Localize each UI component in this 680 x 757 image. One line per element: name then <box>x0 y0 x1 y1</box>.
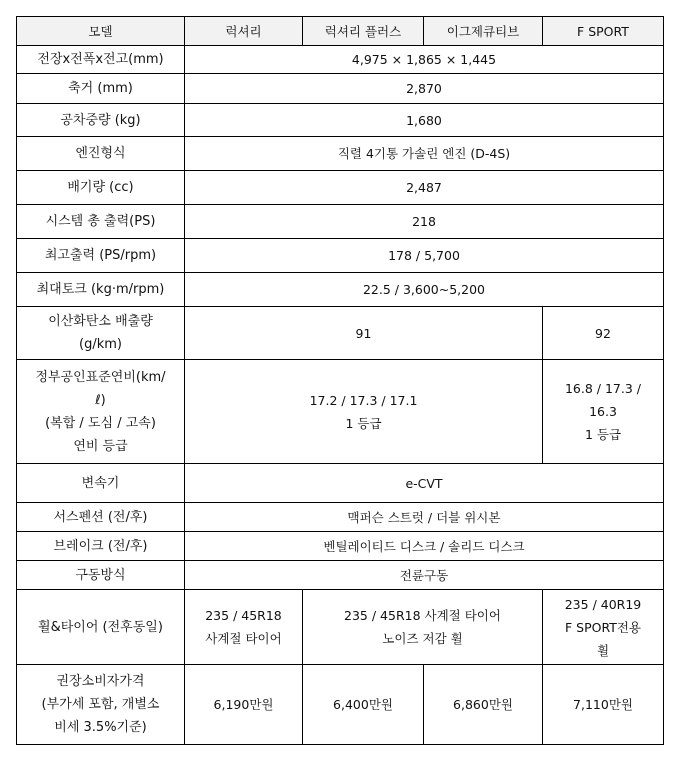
price-fsport: 7,110만원 <box>543 665 664 745</box>
label-co2-line2: (g/km) <box>79 337 122 352</box>
label-price-line2: (부가세 포함, 개별소 <box>41 697 160 712</box>
fuel-economy-fsport-line1: 16.8 / 17.3 / <box>564 381 641 396</box>
label-price-line3: 비세 3.5%기준) <box>54 720 147 735</box>
value-max-torque: 22.5 / 3,600~5,200 <box>185 273 664 307</box>
label-engine-type: 엔진형식 <box>17 137 185 171</box>
row-max-torque <box>17 273 664 307</box>
value-displacement: 2,487 <box>185 171 664 205</box>
row-brakes <box>17 532 664 561</box>
label-dimensions: 전장x전폭x전고(mm) <box>17 46 185 74</box>
price-luxury-plus: 6,400만원 <box>303 665 424 745</box>
wheels-luxury-tire: 사계절 타이어 <box>205 631 282 646</box>
value-system-output: 218 <box>185 205 664 239</box>
header-grade-luxury: 럭셔리 <box>185 17 303 46</box>
row-system-output <box>17 205 664 239</box>
label-co2-line1: 이산화탄소 배출량 <box>48 314 153 329</box>
label-max-power: 최고출력 (PS/rpm) <box>17 239 185 273</box>
fuel-economy-fsport-grade: 1 등급 <box>584 427 622 442</box>
header-row <box>17 17 664 46</box>
header-grade-fsport: F SPORT <box>543 17 664 46</box>
label-fuel-economy-line4: 연비 등급 <box>73 438 128 454</box>
wheels-fsport-line2: F SPORT전용 <box>564 619 642 635</box>
wheels-plus-executive-wheel: 노이즈 저감 휠 <box>382 631 463 646</box>
wheels-plus-executive-size: 235 / 45R18 사계절 타이어 <box>344 608 501 623</box>
value-brakes: 벤틸레이티드 디스크 / 솔리드 디스크 <box>185 532 664 561</box>
label-transmission: 변속기 <box>17 464 185 503</box>
wheels-luxury-size: 235 / 45R18 <box>205 608 282 623</box>
value-wheels-luxury <box>185 590 303 665</box>
row-wheelbase <box>17 74 664 104</box>
fuel-economy-main-grade: 1 등급 <box>345 415 382 431</box>
wheels-fsport-line3: 휠 <box>596 642 610 658</box>
price-executive: 6,860만원 <box>424 665 543 745</box>
label-brakes: 브레이크 (전/후) <box>17 532 185 561</box>
price-luxury: 6,190만원 <box>185 665 303 745</box>
row-transmission <box>17 464 664 503</box>
header-model: 모델 <box>17 17 185 46</box>
label-price <box>17 665 185 745</box>
row-curb-weight <box>17 104 664 137</box>
fuel-economy-fsport-line2: 16.3 <box>589 404 617 419</box>
value-fuel-economy-main <box>185 360 543 464</box>
label-co2 <box>17 307 185 360</box>
value-max-power: 178 / 5,700 <box>185 239 664 273</box>
spec-table <box>16 16 664 745</box>
value-drive: 전륜구동 <box>185 561 664 590</box>
row-suspension <box>17 503 664 532</box>
row-engine-type <box>17 137 664 171</box>
label-suspension: 서스펜션 (전/후) <box>17 503 185 532</box>
row-wheels <box>17 590 664 665</box>
row-price <box>17 665 664 745</box>
label-fuel-economy-line1: 정부공인표준연비(km/ <box>35 369 166 385</box>
label-fuel-economy <box>17 360 185 464</box>
value-engine-type: 직렬 4기통 가솔린 엔진 (D-4S) <box>185 137 664 171</box>
value-fuel-economy-fsport <box>543 360 664 464</box>
value-wheels-fsport <box>543 590 664 665</box>
value-suspension: 맥퍼슨 스트럿 / 더블 위시본 <box>185 503 664 532</box>
label-displacement: 배기량 (cc) <box>17 171 185 205</box>
row-dimensions <box>17 46 664 74</box>
value-wheels-plus-executive <box>303 590 543 665</box>
row-fuel-economy <box>17 360 664 464</box>
value-curb-weight: 1,680 <box>185 104 664 137</box>
row-co2 <box>17 307 664 360</box>
label-fuel-economy-line3: (복합 / 도심 / 고속) <box>45 415 156 431</box>
label-wheels: 휠&타이어 (전후동일) <box>17 590 185 665</box>
value-wheelbase: 2,870 <box>185 74 664 104</box>
value-dimensions: 4,975 × 1,865 × 1,445 <box>185 46 664 74</box>
value-transmission: e-CVT <box>185 464 664 503</box>
header-grade-luxury-plus: 럭셔리 플러스 <box>303 17 424 46</box>
label-max-torque: 최대토크 (kg·m/rpm) <box>17 273 185 307</box>
row-drive <box>17 561 664 590</box>
wheels-fsport-size: 235 / 40R19 <box>564 596 642 612</box>
label-fuel-economy-line2: ℓ) <box>95 392 106 408</box>
fuel-economy-main-values: 17.2 / 17.3 / 17.1 <box>309 392 418 408</box>
label-drive: 구동방식 <box>17 561 185 590</box>
label-curb-weight: 공차중량 (kg) <box>17 104 185 137</box>
label-price-line1: 권장소비자가격 <box>56 674 145 689</box>
header-grade-executive: 이그제큐티브 <box>424 17 543 46</box>
label-wheelbase: 축거 (mm) <box>17 74 185 104</box>
label-system-output: 시스템 총 출력(PS) <box>17 205 185 239</box>
value-co2-fsport: 92 <box>543 307 664 360</box>
value-co2-main: 91 <box>185 307 543 360</box>
row-max-power <box>17 239 664 273</box>
row-displacement <box>17 171 664 205</box>
